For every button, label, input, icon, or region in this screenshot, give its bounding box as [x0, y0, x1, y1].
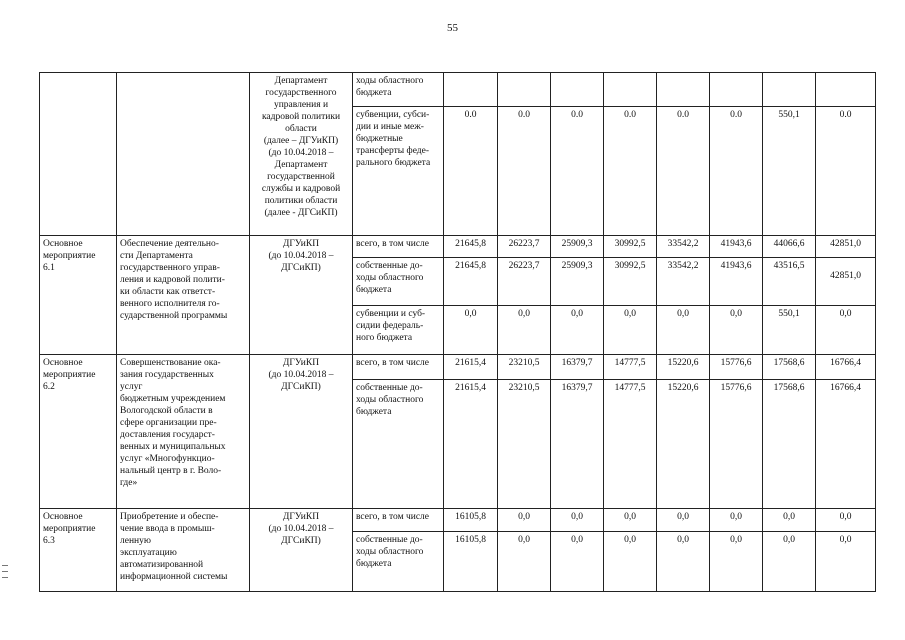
- value-cell: 550,1: [763, 306, 816, 355]
- value-cell: 0.0: [604, 107, 657, 236]
- source-cell: всего, в том числе: [353, 355, 444, 380]
- value-cell: 42851,0: [816, 258, 876, 306]
- value-cell: 0,0: [710, 509, 763, 532]
- value-cell: 25909,3: [551, 236, 604, 258]
- value-cell: 26223,7: [498, 236, 551, 258]
- value-cell: 16379,7: [551, 355, 604, 380]
- value-cell: 0,0: [604, 532, 657, 592]
- table-row: [40, 509, 876, 532]
- table-row: [40, 73, 876, 107]
- value-cell: 16105,8: [444, 532, 498, 592]
- value-cell: [604, 73, 657, 107]
- value-cell: 17568,6: [763, 380, 816, 509]
- source-cell: собственные до- ходы областного бюджета: [353, 380, 444, 509]
- value-cell: 23210,5: [498, 380, 551, 509]
- value-cell: 21645,8: [444, 236, 498, 258]
- value-cell: 17568,6: [763, 355, 816, 380]
- value-cell: 33542,2: [657, 236, 710, 258]
- executor-cell: ДГУиКП (до 10.04.2018 – ДГСиКП): [250, 509, 353, 592]
- value-cell: [657, 73, 710, 107]
- value-cell: 0,0: [657, 306, 710, 355]
- value-cell: 0,0: [657, 509, 710, 532]
- executor-cell: ДГУиКП (до 10.04.2018 – ДГСиКП): [250, 355, 353, 509]
- value-cell: 16105,8: [444, 509, 498, 532]
- value-cell: 0,0: [551, 532, 604, 592]
- value-cell: 42851,0: [816, 236, 876, 258]
- value-cell: 0,0: [551, 306, 604, 355]
- value-cell: 0,0: [604, 509, 657, 532]
- value-cell: 0.0: [657, 107, 710, 236]
- value-cell: [816, 73, 876, 107]
- value-cell: 26223,7: [498, 258, 551, 306]
- value-cell: 0.0: [551, 107, 604, 236]
- value-cell: 0,0: [816, 509, 876, 532]
- value-cell: 25909,3: [551, 258, 604, 306]
- value-cell: 14777,5: [604, 355, 657, 380]
- source-cell: собственные до- ходы областного бюджета: [353, 258, 444, 306]
- page-number: 55: [447, 22, 458, 34]
- value-cell: 0,0: [763, 509, 816, 532]
- value-cell: 0,0: [498, 509, 551, 532]
- value-cell: [710, 73, 763, 107]
- value-cell: 44066,6: [763, 236, 816, 258]
- value-cell: 41943,6: [710, 258, 763, 306]
- value-cell: 0,0: [498, 306, 551, 355]
- value-cell: [498, 73, 551, 107]
- value-cell: 550,1: [763, 107, 816, 236]
- description-cell: Приобретение и обеспе- чение ввода в промыш- ленную эксплуатацию автоматизированной информационной системы: [117, 509, 250, 592]
- activity-cell: [40, 73, 117, 236]
- source-cell: субвенции и суб- сидии федераль- ного бюджета: [353, 306, 444, 355]
- description-cell: Обеспечение деятельно- сти Департамента государственного управ- ления и кадровой полити- ки области как ответст- венного исполнителя го- сударственной программы: [117, 236, 250, 355]
- value-cell: [551, 73, 604, 107]
- value-cell: 0,0: [710, 532, 763, 592]
- value-cell: 0,0: [498, 532, 551, 592]
- table-row: [40, 355, 876, 380]
- value-cell: 15776,6: [710, 355, 763, 380]
- value-cell: [444, 73, 498, 107]
- value-cell: 0,0: [444, 306, 498, 355]
- value-cell: 0.0: [444, 107, 498, 236]
- source-cell: всего, в том числе: [353, 509, 444, 532]
- value-cell: 0,0: [604, 306, 657, 355]
- budget-table: [39, 72, 876, 592]
- source-cell: всего, в том числе: [353, 236, 444, 258]
- value-cell: 0,0: [816, 306, 876, 355]
- value-cell: 21645,8: [444, 258, 498, 306]
- scan-margin-marks: [2, 565, 8, 583]
- executor-cell: ДГУиКП (до 10.04.2018 – ДГСиКП): [250, 236, 353, 355]
- value-cell: 15220,6: [657, 380, 710, 509]
- value-cell: 15220,6: [657, 355, 710, 380]
- activity-cell: Основное мероприятие 6.1: [40, 236, 117, 355]
- value-cell: 0.0: [710, 107, 763, 236]
- value-cell: 16379,7: [551, 380, 604, 509]
- value-cell: 43516,5: [763, 258, 816, 306]
- value-cell: 14777,5: [604, 380, 657, 509]
- activity-cell: Основное мероприятие 6.3: [40, 509, 117, 592]
- activity-cell: Основное мероприятие 6.2: [40, 355, 117, 509]
- value-cell: 21615,4: [444, 380, 498, 509]
- value-cell: [763, 73, 816, 107]
- value-cell: 30992,5: [604, 258, 657, 306]
- value-cell: 30992,5: [604, 236, 657, 258]
- value-cell: 0,0: [763, 532, 816, 592]
- value-cell: 16766,4: [816, 355, 876, 380]
- value-cell: 0.0: [816, 107, 876, 236]
- description-cell: Совершенствование ока- зания государственных услуг бюджетным учреждением Вологодской области в сфере организации пре- доставления государст- венных и муниципальных услуг «Многофункцио- нальный центр в г. Воло- где»: [117, 355, 250, 509]
- value-cell: 0,0: [816, 532, 876, 592]
- source-cell: субвенции, субси- дии и иные меж- бюджетные трансферты феде- рального бюджета: [353, 107, 444, 236]
- description-cell: [117, 73, 250, 236]
- value-cell: 0,0: [657, 532, 710, 592]
- value-cell: 33542,2: [657, 258, 710, 306]
- table-row: [40, 236, 876, 258]
- value-cell: 23210,5: [498, 355, 551, 380]
- value-cell: 0,0: [551, 509, 604, 532]
- value-cell: 41943,6: [710, 236, 763, 258]
- source-cell: собственные до- ходы областного бюджета: [353, 532, 444, 592]
- executor-cell: Департамент государственного управления и кадровой политики области (далее – ДГУиКП) (до 10.04.2018 – Департамент государственной службы и кадровой политики области (далее - ДГСиКП): [250, 73, 353, 236]
- value-cell: 15776,6: [710, 380, 763, 509]
- value-cell: 0,0: [710, 306, 763, 355]
- value-cell: 21615,4: [444, 355, 498, 380]
- value-cell: 0.0: [498, 107, 551, 236]
- value-cell: 16766,4: [816, 380, 876, 509]
- source-cell: ходы областного бюджета: [353, 73, 444, 107]
